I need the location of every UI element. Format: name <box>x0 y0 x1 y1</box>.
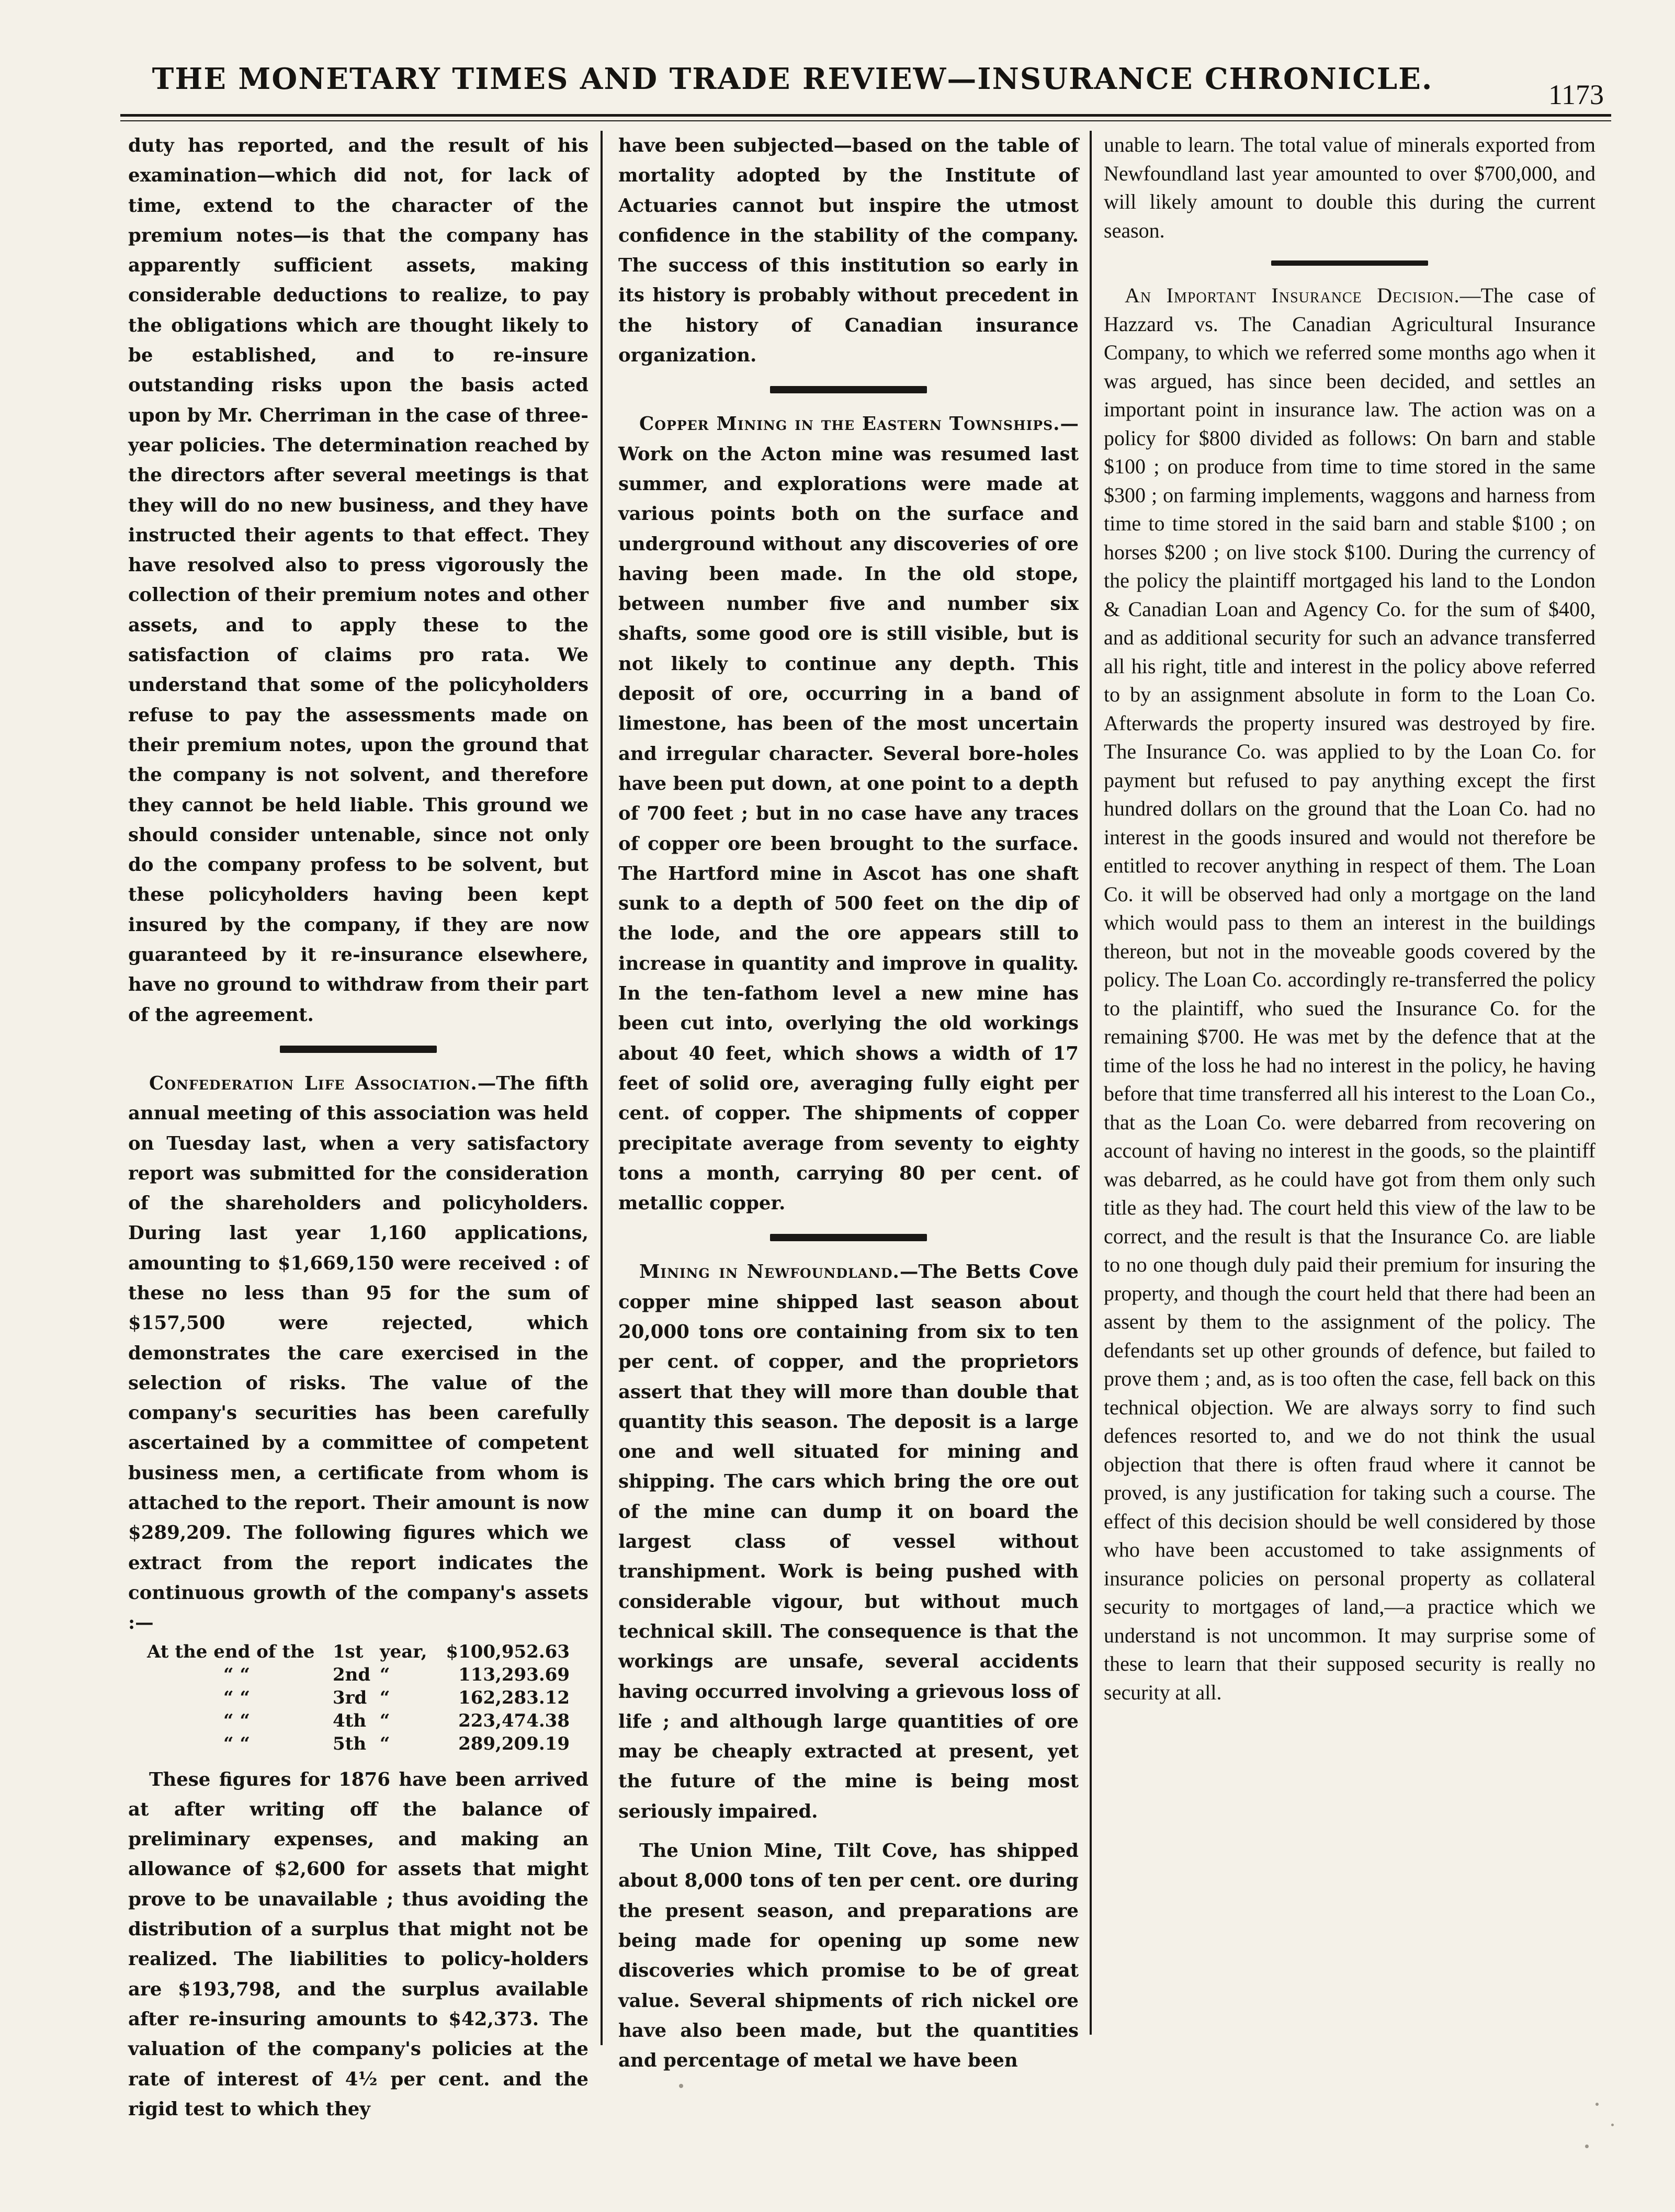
paper-speck <box>679 2084 683 2088</box>
ditto-mark: “ <box>240 1687 250 1708</box>
ditto-mark: “ <box>240 1733 250 1754</box>
article-copper-mining <box>618 409 1079 1218</box>
column-3 <box>1104 131 1595 1707</box>
table-row <box>144 1640 573 1663</box>
article-insurance-decision <box>1104 281 1595 1707</box>
table-cell: 1st <box>332 1641 364 1662</box>
column-2 <box>618 131 1079 2075</box>
table-cell: “ <box>379 1710 390 1731</box>
ditto-mark: “ <box>240 1710 250 1731</box>
ditto-mark: “ <box>223 1710 234 1731</box>
table-cell: At the end of the <box>147 1641 315 1662</box>
article-continuation-paragraph: unable to learn. The total value of minerals exported from Newfoundland last year amounted to over $700,000, and will likely amount to double this during the current season. <box>1104 133 1595 242</box>
table-cell: 5th <box>332 1733 367 1754</box>
table-cell: 4th <box>332 1710 367 1731</box>
table-cell: “ <box>379 1664 390 1685</box>
table-cell: 2nd <box>332 1664 371 1685</box>
article-paragraph: These figures for 1876 have been arrived at after writing off the balance of preliminary expenses, and making an allowance of $2,600 for assets that might prove to be unavailable ; thus avoiding the distribution of a surplus that might not be realized. The liabilities to policy-holders are $193,798, and the surplus available after re-insuring amounts to $42,373. The valuation of the company's policies at the rate of interest of 4½ per cent. and the rigid test to which they <box>128 1768 588 2120</box>
article-body: —Work on the Acton mine was resumed last summer, and explorations were made at various points both on the surface and underground without any discoveries of ore having been made. In the old stope, between number five and number six shafts, some good ore is still visible, but is not likely to continue any depth. This deposit of ore, occurring in a band of limestone, has been of the most uncertain and irregular character. Several bore-holes have been put down, at one point to a depth of 700 feet ; but in no case have any traces of copper ore been brought to the surface. The Hartford mine in Ascot has one shaft sunk to a depth of 500 feet on the dip of the lode, and the ore appears still to increase in quantity and improve in quality. In the ten-fathom level a new mine has been cut into, overlying the old workings about 40 feet, which shows a width of 17 feet of solid ore, averaging fully eight per cent. of copper. The shipments of copper precipitate average from seventy to eighty tons a month, carrying 80 per cent. of metallic copper. <box>618 413 1079 1215</box>
column-divider-right <box>1090 131 1092 2035</box>
table-cell <box>144 1686 330 1709</box>
paper-speck <box>1611 2124 1614 2126</box>
table-cell: 3rd <box>332 1687 367 1708</box>
column-1 <box>128 131 588 2124</box>
table-row <box>144 1686 573 1709</box>
article-body: —The case of Hazzard vs. The Canadian Agricultural Insurance Company, to which we referred some months ago when it was argued, has since been decided, and settles an important point in insurance law. The action was on a policy for $800 divided as follows: On barn and stable $100 ; on produce from time to time stored in the same $300 ; on farming implements, waggons and harness from time to time stored in the said barn and stable $100 ; on horses $200 ; on live stock $100. During the currency of the policy the plaintiff mortgaged his land to the London & Canadian Loan and Agency Co. for the sum of $400, and as additional security for such an advance transferred all his right, title and interest in the policy above referred to by an assignment absolute in form to the Loan Co. Afterwards the property insured was destroyed by fire. The Insurance Co. was applied to by the Loan Co. for payment but refused to pay anything except the first hundred dollars on the ground that the Loan Co. had no interest in the goods insured and would not therefore be entitled to recover anything in respect of them. The Loan Co. it will be observed had only a mortgage on the land which would pass to them an interest in the buildings thereon, but not in the moveable goods covered by the policy. The Loan Co. accordingly re-transferred the policy to the plaintiff, who sued the Insurance Co. for the remaining $700. He was met by the defence that at the time of the loss he had no interest in the policy, he having before that time transferred all his interest to the Loan Co., that as the Loan Co. were debarred from recovering on account of having no interest in the goods, so the plaintiff was debarred, as he could have got from them only such title as they had. The court held this view of the law to be correct, and the result is that the Insurance Co. are liable to no one though duly paid their premium for insuring the property, and though the court held that there had been an assent by them to the assignment of the policy. The defendants set up other grounds of defence, but failed to prove them ; and, as is too often the case, fell back on this technical objection. We are always sorry to find such defences resorted to, and we do not think the usual objection that there is often fraud where it cannot be proved, is any justification for taking such a course. The effect of this decision should be well considered by those who have been accustomed to take assignments of insurance policies on personal property as collateral security to mortgages of land,—a practice which we understand is not uncommon. It may surprise some of these to learn that their supposed security is really no security at all. <box>1104 283 1595 1704</box>
table-cell <box>144 1663 330 1686</box>
table-row <box>144 1732 573 1755</box>
section-separator <box>1271 260 1428 266</box>
article-paragraph: The Union Mine, Tilt Cove, has shipped about 8,000 tons of ten per cent. ore during the present season, and preparations are being made for opening up some new discoveries which promise to be of great value. Several shipments of rich nickel ore have also been made, but the quantities and percentage of metal we have been <box>618 1840 1079 2072</box>
section-separator <box>770 1234 927 1241</box>
article-body: —The fifth annual meeting of this association was held on Tuesday last, when a very satisfactory report was submitted for the consideration of the shareholders and policyholders. During last year 1,160 applications, amounting to $1,669,150 were received : of these no less than 95 for the sum of $157,500 were rejected, which demonstrates the care exercised in the selection of risks. The value of the company's securities has been carefully ascertained by a committee of competent business men, a certificate from whom is attached to the report. Their amount is now $289,209. The following figures which we extract from the report indicates the continuous growth of the company's assets :— <box>128 1072 588 1634</box>
masthead-title: THE MONETARY TIMES AND TRADE REVIEW—INSURANCE CHRONICLE. <box>152 62 1433 96</box>
article-heading: Mining in Newfoundland. <box>639 1261 900 1283</box>
table-cell-amount: $100,952.63 <box>446 1641 570 1662</box>
ditto-mark: “ <box>223 1733 234 1754</box>
article-heading: An Important Insurance Decision. <box>1125 283 1460 307</box>
article-confederation-life <box>128 1069 588 1638</box>
article-continuation-paragraph: have been subjected—based on the table of mortality adopted by the Institute of Actuaries cannot but inspire the utmost confidence in the stability of the company. The success of this institution so early in its history is probably without precedent in the history of Canadian insurance organization. <box>618 135 1079 367</box>
assets-table <box>144 1640 573 1755</box>
ditto-mark: “ <box>223 1664 234 1685</box>
table-cell-amount: 113,293.69 <box>458 1664 570 1685</box>
page-number: 1173 <box>1548 79 1604 110</box>
article-heading: Confederation Life Association. <box>149 1072 478 1094</box>
header-rule <box>120 114 1611 117</box>
table-row <box>144 1663 573 1686</box>
article-heading: Copper Mining in the Eastern Townships. <box>639 413 1060 435</box>
table-row <box>144 1709 573 1732</box>
ditto-mark: “ <box>223 1687 234 1708</box>
table-cell: “ <box>379 1733 390 1754</box>
article-mining-newfoundland <box>618 1257 1079 1827</box>
table-cell <box>144 1709 330 1732</box>
column-divider-left <box>601 131 603 2045</box>
table-cell-amount: 162,283.12 <box>458 1687 570 1708</box>
table-cell-amount: 289,209.19 <box>458 1733 570 1754</box>
article-body: —The Betts Cove copper mine shipped last season about 20,000 tons ore containing from six to ten per cent. of copper, and the proprietors assert that they will more than double that quantity this season. The deposit is a large one and well situated for mining and shipping. The cars which bring the ore out of the mine can dump it on board the largest class of vessel without transhipment. Work is being pushed with considerable vigour, but without much technical skill. The consequence is that the workings are unsafe, several accidents having occurred involving a grievous loss of life ; and although large quantities of ore may be cheaply extracted at present, yet the future of the mine is being most seriously impaired. <box>618 1261 1079 1822</box>
paper-speck <box>1585 2145 1589 2148</box>
section-separator <box>770 386 927 393</box>
table-cell-amount: 223,474.38 <box>458 1710 570 1731</box>
table-cell: “ <box>379 1687 390 1708</box>
paper-speck <box>1595 2103 1599 2106</box>
section-separator <box>280 1046 437 1053</box>
header-rule-thin <box>120 120 1611 121</box>
ditto-mark: “ <box>240 1664 250 1685</box>
table-cell: year, <box>379 1641 427 1662</box>
article-continuation-paragraph: duty has reported, and the result of his examination—which did not, for lack of time, extend to the character of the premium notes—is that the company has apparently sufficient assets, making considerable deductions to realize, to pay the obligations which are thought likely to be established, and to re-insure outstanding risks upon the basis acted upon by Mr. Cherriman in the case of three-year policies. The determination reached by the directors after several meetings is that they will do no new business, and they have instructed their agents to that effect. They have resolved also to press vigorously the collection of their premium notes and other assets, and to apply these to the satisfaction of claims pro rata. We understand that some of the policyholders refuse to pay the assessments made on their premium notes, upon the ground that the company is not solvent, and therefore they cannot be held liable. This ground we should consider untenable, since not only do the company profess to be solvent, but these policyholders having been kept insured by the company, if they are now guaranteed by it re-insurance elsewhere, have no ground to withdraw from their part of the agreement. <box>128 135 588 1026</box>
table-cell <box>144 1732 330 1755</box>
